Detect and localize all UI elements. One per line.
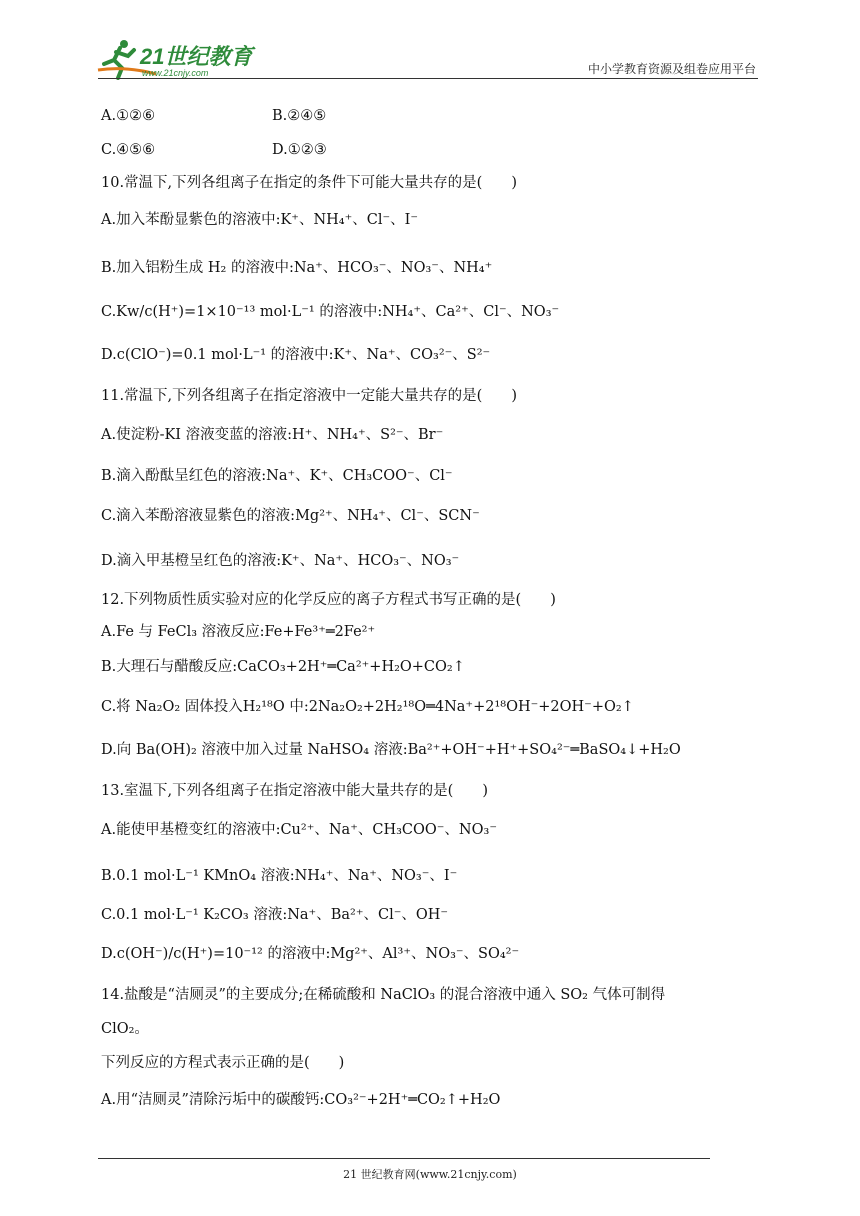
q11-stem: 11.常温下,下列各组离子在指定溶液中一定能大量共存的是( ) [101, 388, 517, 404]
q14-stem-line1: 14.盐酸是“洁厕灵”的主要成分;在稀硫酸和 NaClO₃ 的混合溶液中通入 SO₂ 气体可制得 [101, 987, 666, 1003]
q12-option-d: D.向 Ba(OH)₂ 溶液中加入过量 NaHSO₄ 溶液:Ba²⁺+OH⁻+H⁺+SO₄²⁻═BaSO₄↓+H₂O [101, 742, 681, 758]
q11-option-d: D.滴入甲基橙呈红色的溶液:K⁺、Na⁺、HCO₃⁻、NO₃⁻ [101, 553, 460, 569]
q11-option-a: A.使淀粉-KI 溶液变蓝的溶液:H⁺、NH₄⁺、S²⁻、Br⁻ [101, 427, 444, 443]
q12-option-a: A.Fe 与 FeCl₃ 溶液反应:Fe+Fe³⁺═2Fe²⁺ [101, 624, 376, 640]
q12-stem: 12.下列物质性质实验对应的化学反应的离子方程式书写正确的是( ) [101, 592, 556, 608]
footer-rule [98, 1158, 710, 1159]
q9-option-d: D.①②③ [272, 142, 327, 158]
site-logo [96, 36, 256, 80]
q13-option-d: D.c(OH⁻)/c(H⁺)=10⁻¹² 的溶液中:Mg²⁺、Al³⁺、NO₃⁻、SO₄²⁻ [101, 946, 520, 962]
q14-stem-line2: ClO₂。 [101, 1021, 149, 1037]
q13-option-a: A.能使甲基橙变红的溶液中:Cu²⁺、Na⁺、CH₃COO⁻、NO₃⁻ [101, 822, 497, 838]
q11-option-c: C.滴入苯酚溶液显紫色的溶液:Mg²⁺、NH₄⁺、Cl⁻、SCN⁻ [101, 508, 480, 524]
header-rule [98, 78, 758, 79]
q10-stem: 10.常温下,下列各组离子在指定的条件下可能大量共存的是( ) [101, 175, 517, 191]
q9-option-c: C.④⑤⑥ [101, 142, 156, 158]
q12-option-c: C.将 Na₂O₂ 固体投入H₂¹⁸O 中:2Na₂O₂+2H₂¹⁸O═4Na⁺+2¹⁸OH⁻+2OH⁻+O₂↑ [101, 699, 634, 715]
q13-stem: 13.室温下,下列各组离子在指定溶液中能大量共存的是( ) [101, 783, 488, 799]
q11-option-b: B.滴入酚酞呈红色的溶液:Na⁺、K⁺、CH₃COO⁻、Cl⁻ [101, 468, 453, 484]
logo-url: www.21cnjy.com [142, 68, 209, 78]
q9-option-b: B.②④⑤ [272, 108, 327, 124]
q10-option-a: A.加入苯酚显紫色的溶液中:K⁺、NH₄⁺、Cl⁻、I⁻ [101, 212, 419, 228]
q13-option-c: C.0.1 mol·L⁻¹ K₂CO₃ 溶液:Na⁺、Ba²⁺、Cl⁻、OH⁻ [101, 907, 449, 923]
q14-stem-line3: 下列反应的方程式表示正确的是( ) [101, 1055, 345, 1071]
footer-text: 21 世纪教育网(www.21cnjy.com) [343, 1168, 517, 1181]
q13-option-b: B.0.1 mol·L⁻¹ KMnO₄ 溶液:NH₄⁺、Na⁺、NO₃⁻、I⁻ [101, 868, 458, 884]
q12-option-b: B.大理石与醋酸反应:CaCO₃+2H⁺═Ca²⁺+H₂O+CO₂↑ [101, 659, 465, 675]
q14-option-a: A.用“洁厕灵”清除污垢中的碳酸钙:CO₃²⁻+2H⁺═CO₂↑+H₂O [101, 1092, 501, 1108]
q9-option-a: A.①②⑥ [101, 108, 156, 124]
q10-option-b: B.加入铝粉生成 H₂ 的溶液中:Na⁺、HCO₃⁻、NO₃⁻、NH₄⁺ [101, 260, 493, 276]
q10-option-d: D.c(ClO⁻)=0.1 mol·L⁻¹ 的溶液中:K⁺、Na⁺、CO₃²⁻、S²⁻ [101, 347, 491, 363]
q10-option-c: C.Kw/c(H⁺)=1×10⁻¹³ mol·L⁻¹ 的溶液中:NH₄⁺、Ca²⁺、Cl⁻、NO₃⁻ [101, 304, 560, 320]
logo-text: 21世纪教育 [140, 44, 253, 69]
site-tagline: 中小学教育资源及组卷应用平台 [587, 62, 756, 76]
